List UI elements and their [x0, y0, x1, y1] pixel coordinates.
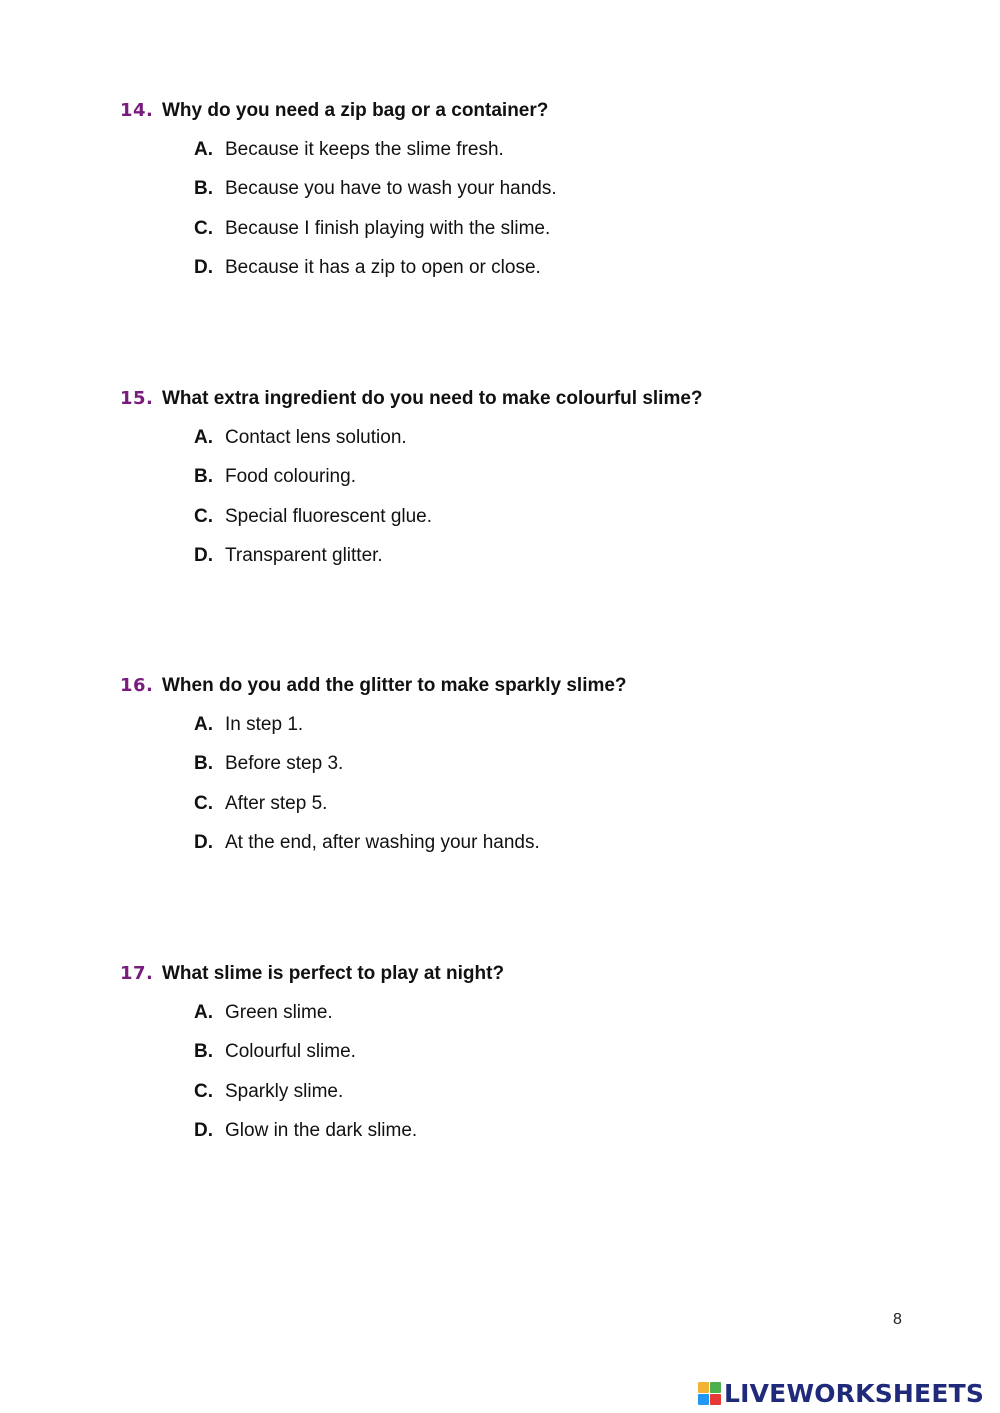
option-c[interactable]	[194, 1081, 940, 1120]
option-letter: D.	[194, 1119, 213, 1141]
page-number: 8	[893, 1311, 902, 1328]
option-letter: C.	[194, 505, 213, 527]
option-letter: A.	[194, 139, 213, 160]
question-number: 16.	[120, 675, 154, 696]
logo-block	[698, 1394, 709, 1405]
question-15	[120, 388, 940, 584]
question-text: Why do you need a zip bag or a container?	[162, 100, 549, 121]
question-header	[120, 963, 940, 987]
option-a[interactable]	[194, 427, 940, 466]
option-b[interactable]	[194, 466, 940, 505]
question-17	[120, 963, 940, 1159]
option-letter: D.	[194, 544, 213, 566]
option-text: Contact lens solution.	[225, 427, 407, 448]
logo-block	[710, 1382, 721, 1393]
answer-options	[120, 714, 940, 871]
question-text: What extra ingredient do you need to make colourful slime?	[162, 388, 703, 409]
option-text: Green slime.	[225, 1002, 333, 1023]
logo-block	[710, 1394, 721, 1405]
question-number: 15.	[120, 388, 154, 409]
logo-block	[698, 1382, 709, 1393]
option-text: Because it has a zip to open or close.	[225, 256, 541, 278]
option-text: After step 5.	[225, 792, 328, 814]
option-text: Glow in the dark slime.	[225, 1119, 418, 1141]
option-letter: B.	[194, 753, 213, 775]
option-text: Because you have to wash your hands.	[225, 178, 557, 200]
option-letter: D.	[194, 831, 213, 853]
liveworksheets-brand[interactable]	[698, 1378, 984, 1408]
option-a[interactable]	[194, 139, 940, 178]
option-letter: C.	[194, 217, 213, 239]
option-text: At the end, after washing your hands.	[225, 831, 540, 853]
option-c[interactable]	[194, 506, 940, 545]
option-c[interactable]	[194, 218, 940, 257]
option-text: Sparkly slime.	[225, 1080, 344, 1102]
option-text: Special fluorescent glue.	[225, 505, 433, 527]
answer-options	[120, 427, 940, 584]
question-14	[120, 100, 940, 296]
option-b[interactable]	[194, 178, 940, 217]
answer-options	[120, 1002, 940, 1159]
option-text: Food colouring.	[225, 466, 356, 488]
question-text: What slime is perfect to play at night?	[162, 963, 505, 984]
option-text: Because it keeps the slime fresh.	[225, 139, 504, 160]
option-b[interactable]	[194, 753, 940, 792]
option-letter: C.	[194, 792, 213, 814]
option-letter: C.	[194, 1080, 213, 1102]
brand-name: LIVEWORKSHEETS	[724, 1378, 985, 1408]
option-text: Because I finish playing with the slime.	[225, 217, 551, 239]
option-d[interactable]	[194, 1120, 940, 1159]
question-header	[120, 388, 940, 412]
answer-options	[120, 139, 940, 296]
option-letter: A.	[194, 427, 213, 448]
option-text: Colourful slime.	[225, 1041, 356, 1063]
option-d[interactable]	[194, 257, 940, 296]
option-text: Transparent glitter.	[225, 544, 383, 566]
option-b[interactable]	[194, 1041, 940, 1080]
option-letter: A.	[194, 714, 213, 735]
option-letter: B.	[194, 178, 213, 200]
option-d[interactable]	[194, 545, 940, 584]
question-text: When do you add the glitter to make sparkly slime?	[162, 675, 627, 696]
question-header	[120, 100, 940, 124]
question-number: 17.	[120, 963, 154, 984]
option-text: In step 1.	[225, 714, 304, 735]
option-a[interactable]	[194, 714, 940, 753]
option-letter: B.	[194, 1041, 213, 1063]
option-letter: B.	[194, 466, 213, 488]
question-header	[120, 675, 940, 699]
option-d[interactable]	[194, 832, 940, 871]
option-c[interactable]	[194, 793, 940, 832]
liveworksheets-logo-icon	[698, 1382, 721, 1405]
option-text: Before step 3.	[225, 753, 344, 775]
option-letter: A.	[194, 1002, 213, 1023]
question-16	[120, 675, 940, 871]
option-letter: D.	[194, 256, 213, 278]
question-number: 14.	[120, 100, 154, 121]
option-a[interactable]	[194, 1002, 940, 1041]
